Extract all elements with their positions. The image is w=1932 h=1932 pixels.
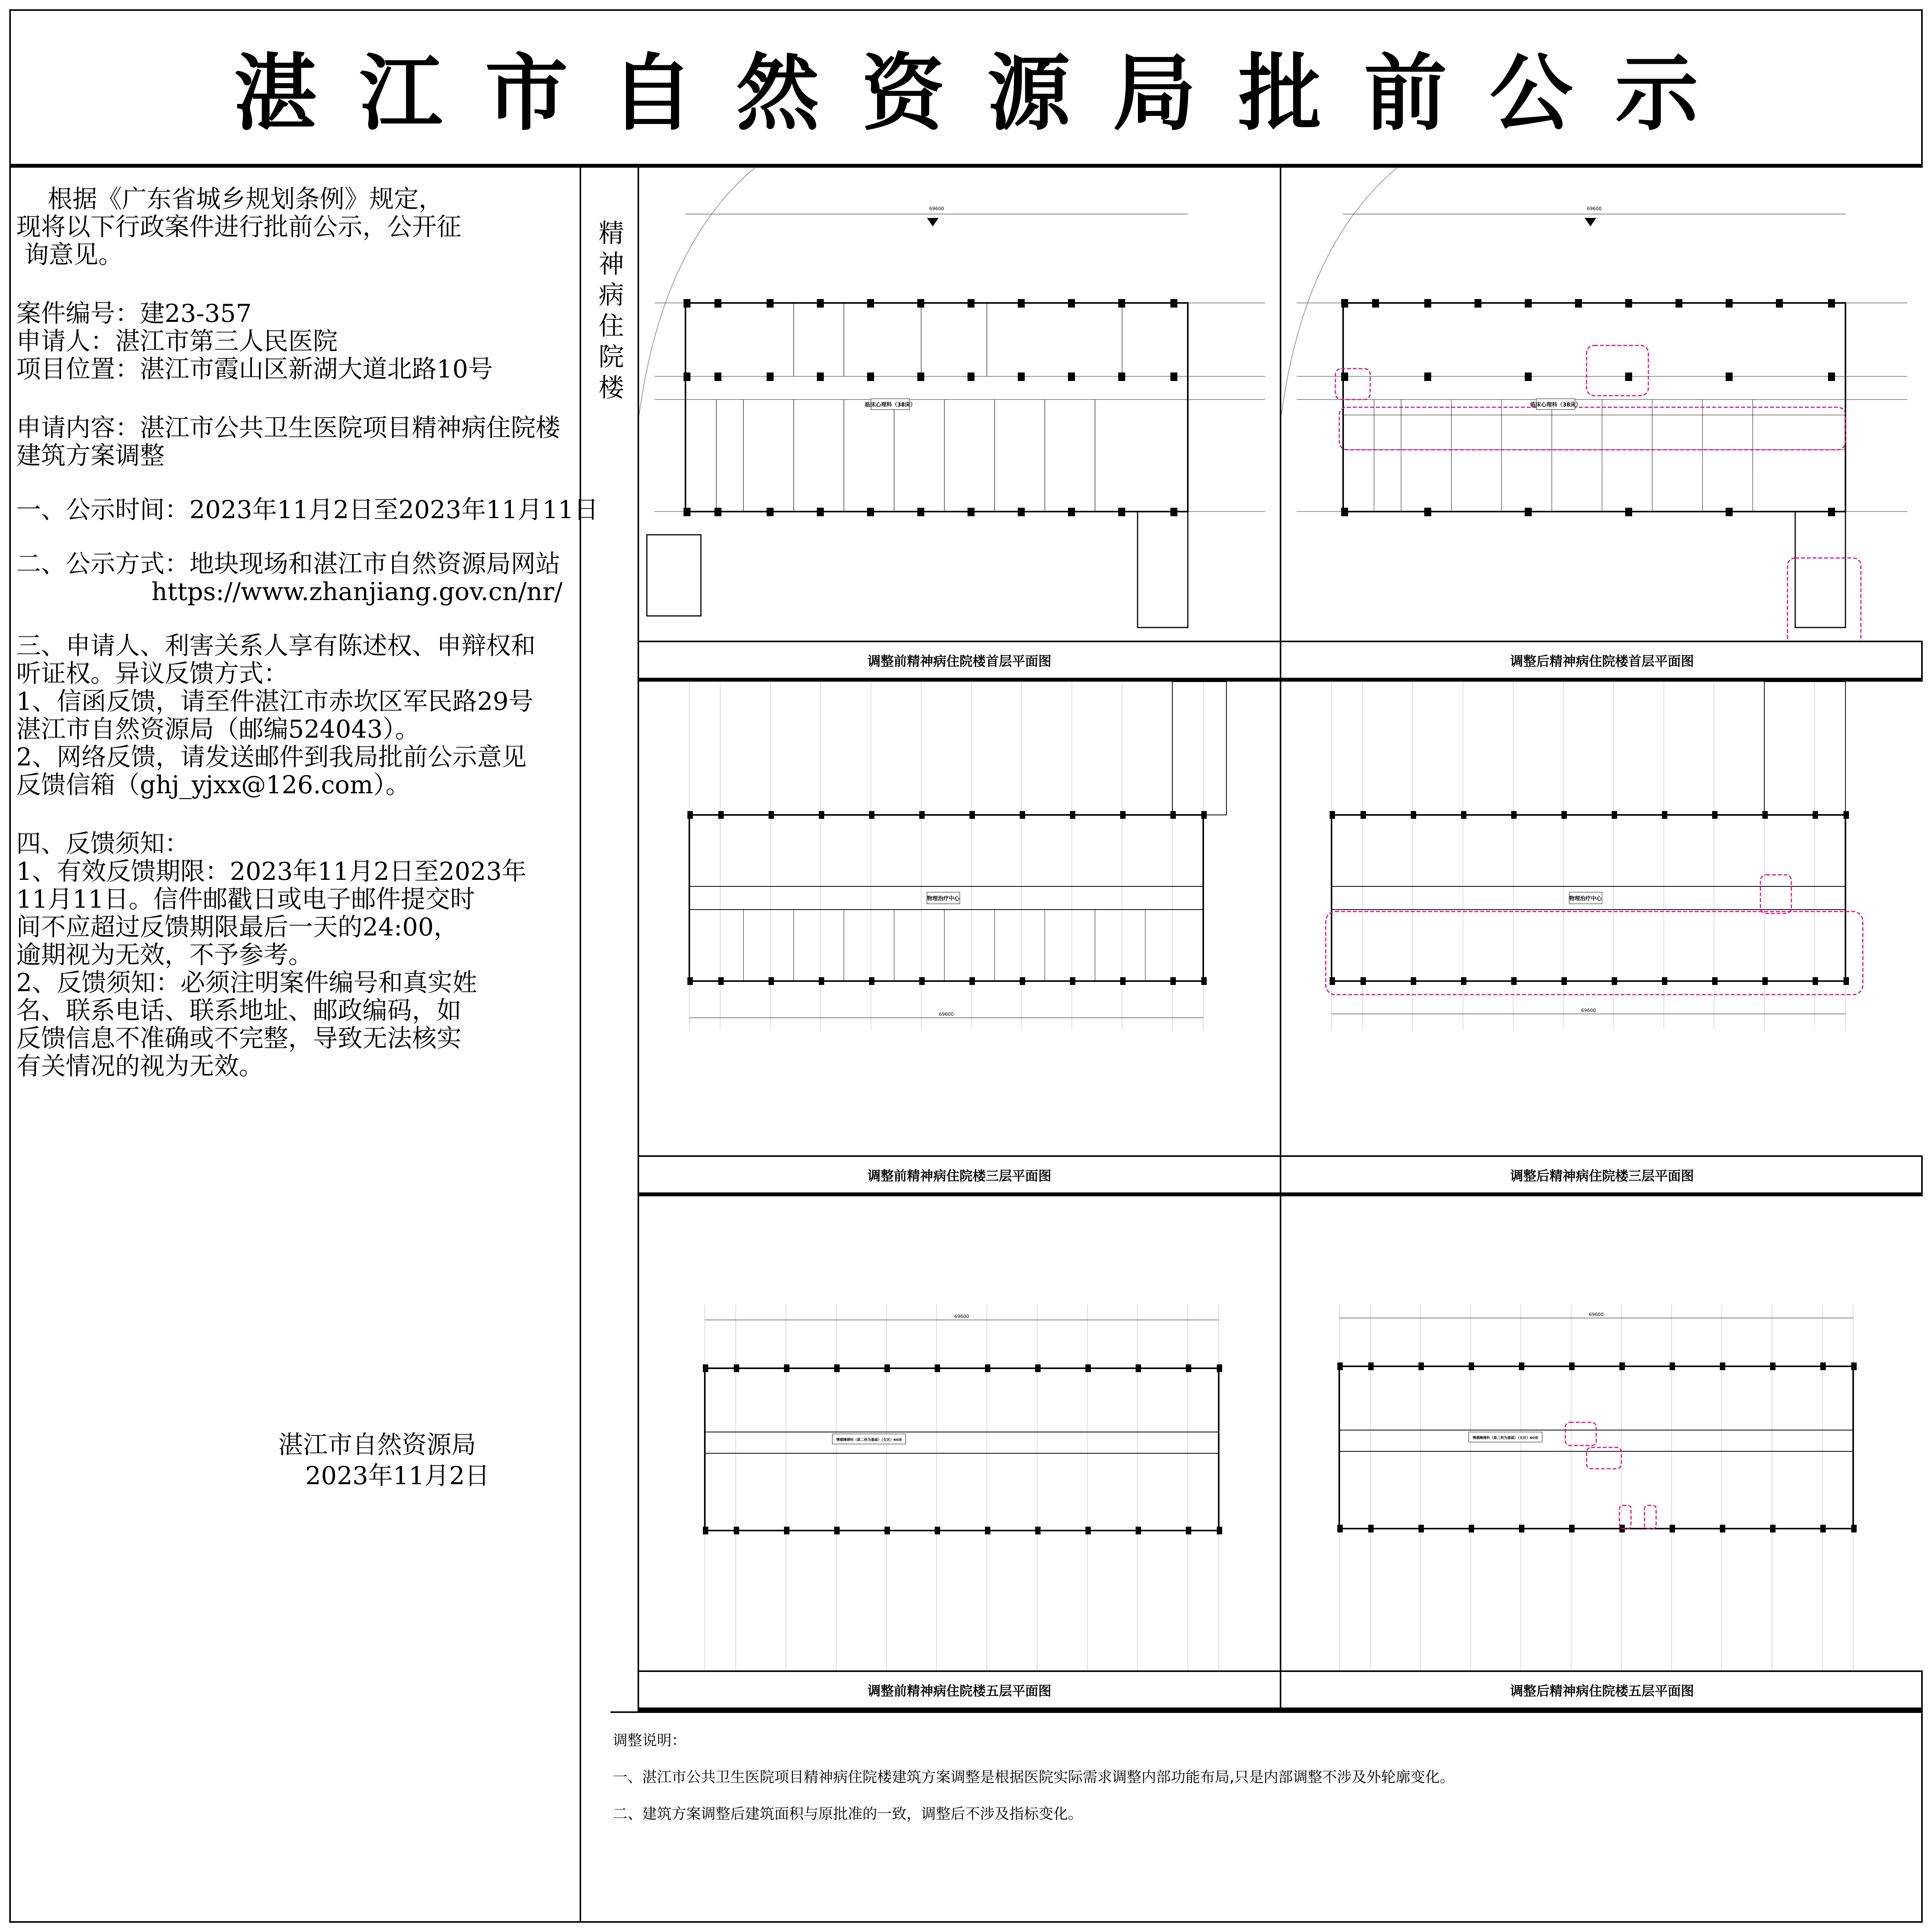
plan-cell-third-after bbox=[1281, 682, 1923, 1196]
building-label-char: 病 bbox=[599, 280, 624, 310]
intro-line: 现将以下行政案件进行批前公示，公开征 bbox=[16, 213, 461, 242]
plan-total-dimension: 69600 bbox=[929, 206, 944, 211]
applicant: 申请人：湛江市第三人民医院 bbox=[16, 327, 338, 356]
floor-plan-drawing bbox=[639, 168, 1280, 641]
title-bar bbox=[9, 9, 1923, 168]
feedback-email: 2、网络反馈，请发送邮件到我局批前公示意见 bbox=[16, 743, 527, 772]
application-content: 建筑方案调整 bbox=[16, 442, 165, 470]
intro-line: 根据《广东省城乡规划条例》规定， bbox=[16, 185, 444, 214]
building-label-char: 住 bbox=[599, 311, 624, 341]
floor-plan-drawing bbox=[639, 1196, 1280, 1670]
notes-2: 有关情况的视为无效。 bbox=[16, 1052, 264, 1081]
plan-dept-label: 情感障碍科（原二科为基础）（女区）60床 bbox=[836, 1438, 902, 1442]
floor-plan-svg bbox=[639, 1196, 1280, 1670]
plan-dept-label: 物理治疗中心 bbox=[1569, 896, 1602, 902]
rights-text: 三、申请人、利害关系人享有陈述权、申辩权和 bbox=[16, 632, 536, 660]
signature-block bbox=[278, 1430, 490, 1492]
building-label-char: 院 bbox=[599, 342, 624, 372]
building-label bbox=[596, 218, 627, 403]
notes-1: 间不应超过反馈期限最后一天的24:00， bbox=[16, 913, 459, 942]
notes-1: 1、有效反馈期限：2023年11月2日至2023年 bbox=[16, 857, 527, 886]
plan-dept-label: 情感障碍科（原二科为基础）（女区）60床 bbox=[1472, 1436, 1539, 1440]
remarks-item: 二、建筑方案调整后建筑面积与原批准的一致，调整后不涉及指标变化。 bbox=[613, 1805, 1083, 1822]
feedback-mail: 1、信函反馈，请至件湛江市赤坎区军民路29号 bbox=[16, 687, 534, 716]
revision-cloud bbox=[1335, 345, 1861, 641]
notes-2: 名、联系电话、联系地址、邮政编码，如 bbox=[16, 997, 461, 1025]
floor-plan-svg bbox=[1281, 168, 1923, 641]
plan-dept-label: 物理治疗中心 bbox=[927, 896, 959, 902]
plan-caption: 调整前精神病住院楼三层平面图 bbox=[639, 1155, 1280, 1196]
intro-line: 询意见。 bbox=[16, 241, 123, 269]
plan-total-dimension: 69600 bbox=[954, 1314, 969, 1319]
notes-1: 11月11日。信件邮戳日或电子邮件提交时 bbox=[16, 885, 475, 914]
plan-cell-fifth-after bbox=[1281, 1196, 1923, 1711]
plan-dept-label: 临床心理科（38床） bbox=[865, 402, 916, 408]
building-label-char: 楼 bbox=[599, 373, 624, 403]
building-label-column bbox=[581, 168, 639, 1711]
floor-plan-grid bbox=[639, 168, 1923, 1711]
notice-method: 二、公示方式：地块现场和湛江市自然资源局网站 bbox=[16, 550, 560, 578]
floor-plan-svg bbox=[1281, 682, 1923, 1155]
floor-plan-drawing bbox=[1281, 168, 1923, 641]
page-title: 湛江市自然资源局批前公示 bbox=[234, 45, 1741, 142]
plan-total-dimension: 69600 bbox=[1587, 206, 1602, 211]
revision-cloud bbox=[1565, 1422, 1656, 1529]
floor-plan-svg bbox=[1281, 1196, 1923, 1670]
floor-plan-drawing bbox=[1281, 1196, 1923, 1670]
plan-caption: 调整后精神病住院楼首层平面图 bbox=[1281, 641, 1923, 682]
plan-cell-third-before bbox=[639, 682, 1281, 1196]
signature: 湛江市自然资源局 bbox=[278, 1431, 476, 1459]
plan-caption: 调整后精神病住院楼三层平面图 bbox=[1281, 1155, 1923, 1196]
case-number: 案件编号：建23-357 bbox=[16, 299, 252, 328]
notes-1: 逾期视为无效，不予参考。 bbox=[16, 941, 313, 969]
plan-caption: 调整前精神病住院楼五层平面图 bbox=[639, 1670, 1280, 1711]
adjustment-remarks bbox=[611, 1711, 1923, 1923]
plan-caption: 调整前精神病住院楼首层平面图 bbox=[639, 641, 1280, 682]
plan-dept-label: 临床心理科（38床） bbox=[1530, 402, 1581, 408]
floor-plan-svg bbox=[639, 168, 1280, 641]
plan-total-dimension: 69600 bbox=[939, 1012, 954, 1017]
signature-date: 2023年11月2日 bbox=[305, 1462, 490, 1490]
rights-text: 听证权。异议反馈方式： bbox=[16, 660, 288, 688]
floor-plan-drawing bbox=[639, 682, 1280, 1155]
notice-period: 一、公示时间：2023年11月2日至2023年11月11日 bbox=[16, 496, 599, 524]
plan-caption: 调整后精神病住院楼五层平面图 bbox=[1281, 1670, 1923, 1711]
notes-2: 反馈信息不准确或不完整，导致无法核实 bbox=[16, 1024, 461, 1053]
remarks-heading: 调整说明： bbox=[613, 1732, 687, 1749]
plan-cell-fifth-before bbox=[639, 1196, 1281, 1711]
feedback-email[interactable]: 反馈信箱（ghj_yjxx@126.com）。 bbox=[16, 771, 410, 799]
plan-cell-ground-before bbox=[639, 168, 1281, 682]
floor-plan-drawing bbox=[1281, 682, 1923, 1155]
notes-2: 2、反馈须知：必须注明案件编号和真实姓 bbox=[16, 969, 477, 997]
building-label-char: 精 bbox=[599, 218, 624, 248]
notes-heading: 四、反馈须知： bbox=[16, 830, 189, 858]
project-location: 项目位置：湛江市霞山区新湖大道北路10号 bbox=[16, 355, 493, 384]
plan-total-dimension: 69600 bbox=[1581, 1008, 1596, 1013]
building-label-char: 神 bbox=[599, 249, 624, 279]
website-link[interactable]: https://www.zhanjiang.gov.cn/nr/ bbox=[151, 578, 563, 606]
feedback-mail: 湛江市自然资源局（邮编524043）。 bbox=[16, 715, 420, 744]
remarks-item: 一、湛江市公共卫生医院项目精神病住院楼建筑方案调整是根据医院实际需求调整内部功能布局,只是内部调整不涉及外轮廓变化。 bbox=[613, 1769, 1455, 1786]
notice-text bbox=[16, 185, 599, 1081]
floor-plan-svg bbox=[639, 682, 1280, 1155]
application-content: 申请内容：湛江市公共卫生医院项目精神病住院楼 bbox=[16, 414, 560, 442]
plan-cell-ground-after bbox=[1281, 168, 1923, 682]
plan-total-dimension: 69600 bbox=[1588, 1312, 1604, 1317]
